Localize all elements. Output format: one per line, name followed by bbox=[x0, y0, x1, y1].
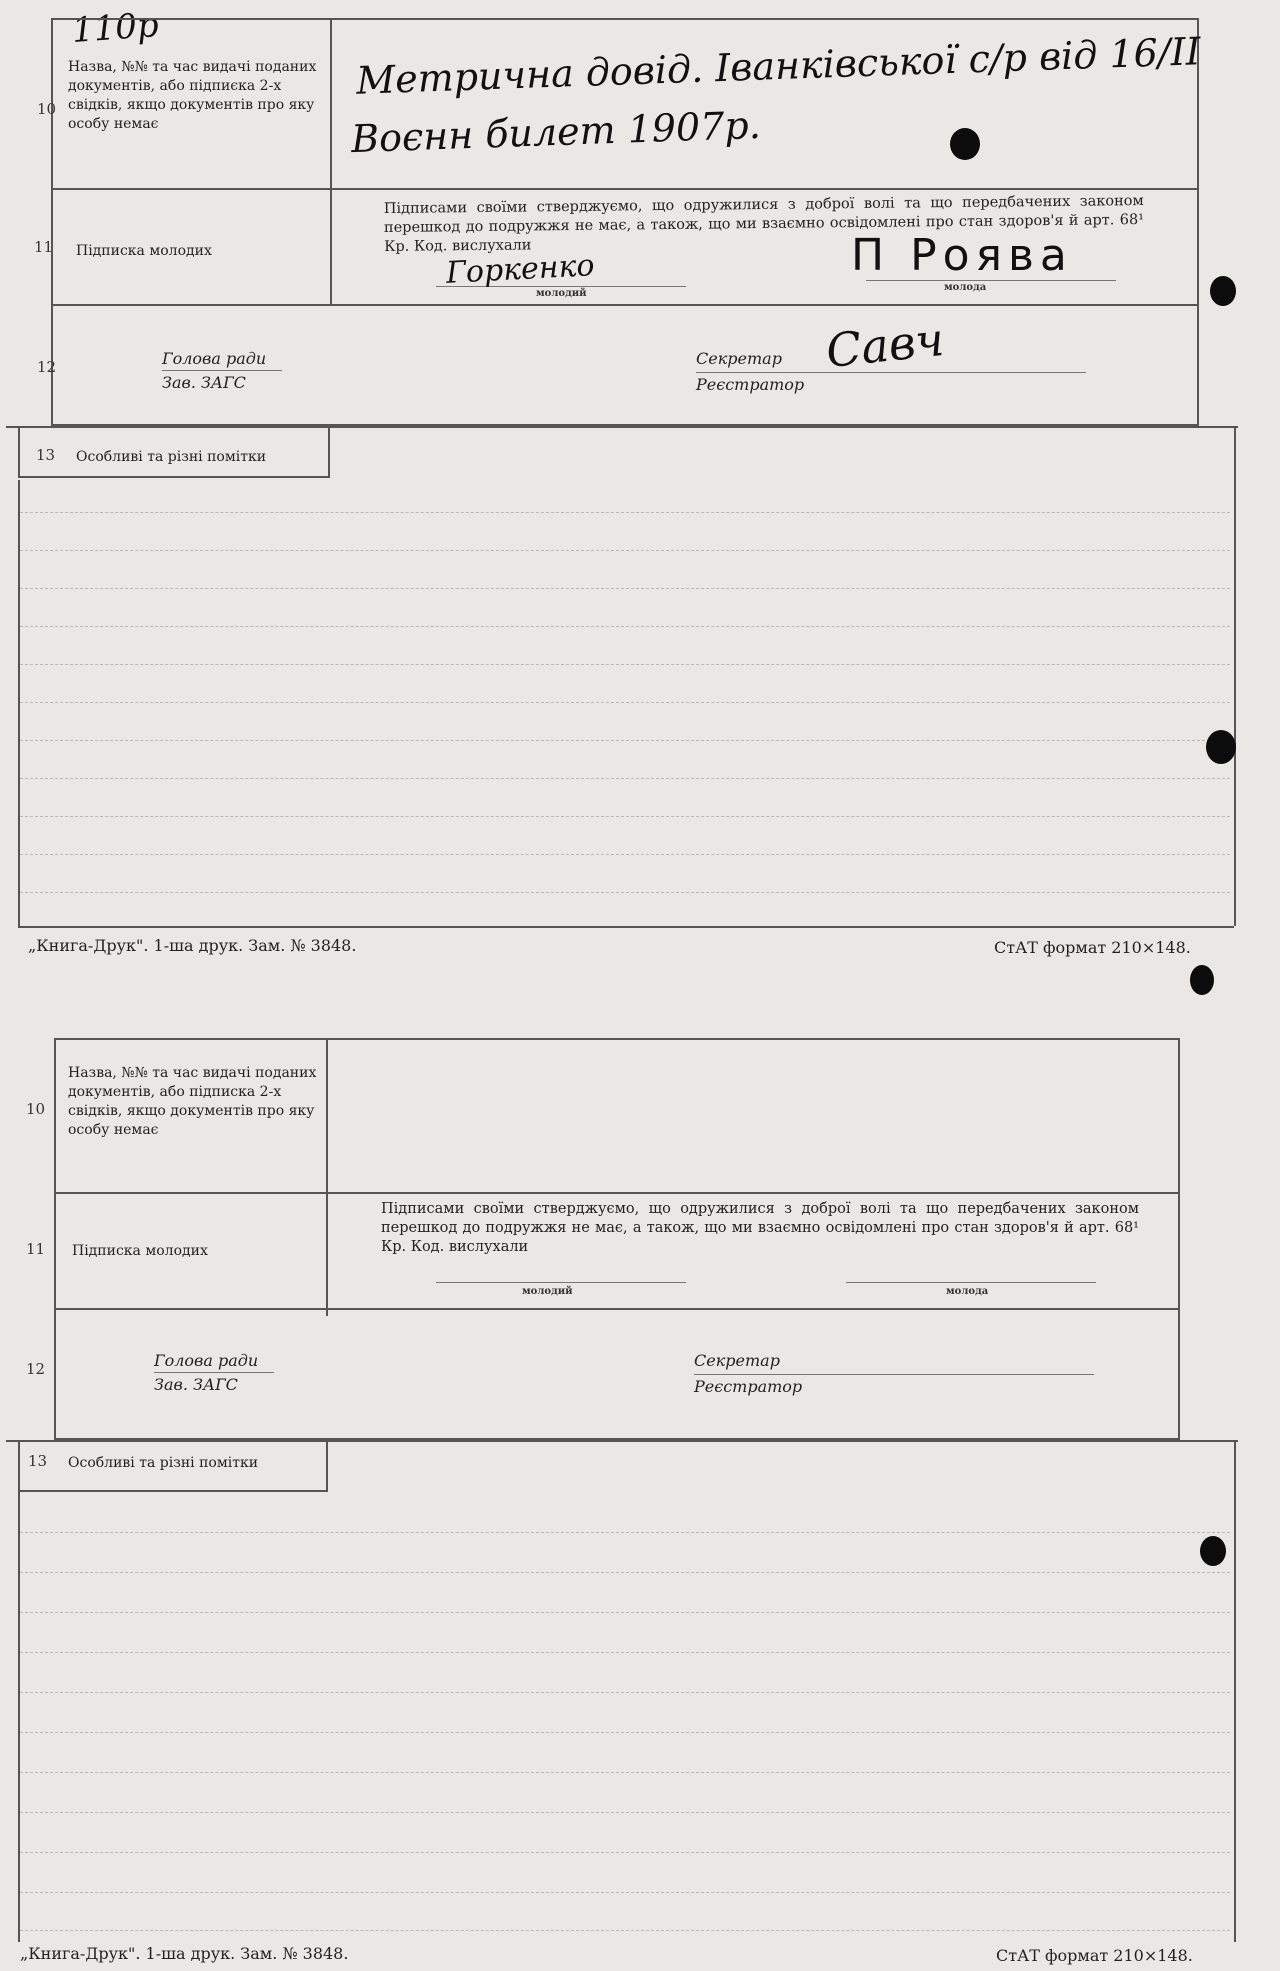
groom-caption: молодий bbox=[522, 1286, 573, 1297]
row-10-label: Назва, №№ та час видачі поданих документів, або підпиєка 2-х свідків, якщо документів про яку особу немає bbox=[68, 59, 317, 132]
registrar-label: Реєстратор bbox=[694, 1377, 803, 1396]
registrar-signature: Савч bbox=[823, 311, 947, 379]
row-11-number: 11 bbox=[34, 238, 54, 256]
row-11-number: 11 bbox=[26, 1240, 46, 1258]
ink-blot bbox=[950, 128, 980, 160]
zags-label: Зав. ЗАГС bbox=[154, 1375, 238, 1394]
row-10-label: Назва, №№ та час видачі поданих документів, або підписка 2-х свідків, якщо документів про яку особу немає bbox=[68, 1065, 317, 1138]
head-label: Голова ради bbox=[154, 1351, 259, 1370]
bottom-form bbox=[6, 1030, 1238, 1965]
archive-mark: 110р bbox=[70, 5, 160, 51]
top-footer-printer: „Книга-Друк". 1-ша друк. Зам. № 3848. bbox=[28, 936, 357, 955]
top-form bbox=[6, 0, 1238, 957]
punch-hole bbox=[1190, 965, 1214, 995]
zags-label: Зав. ЗАГС bbox=[162, 373, 246, 392]
bottom-footer-printer: „Книга-Друк". 1-ша друк. Зам. № 3848. bbox=[20, 1944, 349, 1963]
row-10-handwritten-military-ticket: Воєнн билет 1907р. bbox=[350, 102, 762, 162]
bride-caption: молода bbox=[946, 1286, 989, 1297]
row-12-number: 12 bbox=[26, 1360, 46, 1378]
row-11-statement: Підписами своїми стверджуємо, що одружилися з доброї волі та що передбачених законом перешкод до подружжя не має, а також, що ми взаємно освідомлені про стан здоров'я й арт. 68¹ Кр. Код. вислухали bbox=[381, 1201, 1139, 1255]
row-13-label: Особливі та різні помітки bbox=[76, 449, 267, 465]
bottom-footer-format: СтАТ формат 210×148. bbox=[996, 1946, 1193, 1965]
top-footer-format: СтАТ формат 210×148. bbox=[994, 938, 1191, 957]
groom-caption: молодий bbox=[536, 288, 587, 299]
row-11-statement: Підписами своїми стверджуємо, що одружилися з доброї волі та що передбачених законом перешкод до подружжя не має, а також, що ми взаємно освідомлені про стан здоров'я й арт. 68¹ Кр. Код. вислухали bbox=[383, 193, 1145, 255]
bride-caption: молода bbox=[944, 282, 987, 293]
row-13-number: 13 bbox=[28, 1452, 48, 1470]
groom-signature: Горкенко bbox=[445, 248, 596, 291]
punch-hole bbox=[1206, 730, 1236, 764]
head-label: Голова ради bbox=[162, 349, 267, 368]
registrar-label: Реєстратор bbox=[696, 375, 805, 394]
row-11-label: Підписка молодих bbox=[76, 243, 212, 259]
row-13-label: Особливі та різні помітки bbox=[68, 1455, 259, 1471]
secretary-label: Секретар bbox=[696, 349, 782, 368]
punch-hole bbox=[1210, 276, 1236, 306]
bride-signature: П Роява bbox=[851, 230, 1073, 281]
row-10-number: 10 bbox=[26, 1100, 46, 1118]
row-10-number: 10 bbox=[37, 100, 57, 118]
row-13-number: 13 bbox=[36, 446, 56, 464]
secretary-label: Секретар bbox=[694, 1351, 780, 1370]
row-12-number: 12 bbox=[37, 358, 57, 376]
row-10-handwritten-document: Метрична довід. Іванківської с/р від 16/ІІ bbox=[355, 29, 1202, 103]
row-11-label: Підписка молодих bbox=[72, 1243, 208, 1259]
